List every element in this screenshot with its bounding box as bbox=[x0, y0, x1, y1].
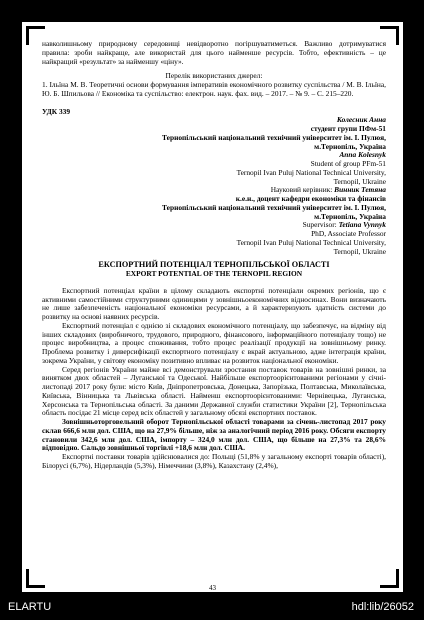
supervisor-university-ua: Тернопільський національний технічний університет ім. І. Пулюя, bbox=[162, 202, 386, 212]
udk-code: УДК 339 bbox=[42, 106, 71, 116]
crop-mark-top-right bbox=[380, 26, 399, 45]
author-city-ua: м.Тернопіль, Україна bbox=[314, 141, 386, 151]
crop-mark-top-left bbox=[26, 26, 45, 45]
intro-paragraph: навколишньому природному середовищі невідворотно погіршуватиметься. Важливо дотримуватися правила: зроби найкраще, але використай для цього найменше ресурсів. Тобто, ефективність – це найкращий «результат» за найменшу «ціну». bbox=[42, 39, 386, 66]
supervisor-label-ua: Науковий керівник: bbox=[270, 185, 335, 195]
supervisor-position-en: PhD, Associate Professor bbox=[311, 229, 386, 238]
author-group-ua: студент групи ПФм-51 bbox=[310, 124, 386, 133]
supervisor-name-en: Tetiana Vynnyk bbox=[338, 220, 386, 230]
page-number: 43 bbox=[209, 584, 216, 592]
supervisor-city-en: Ternopil, Ukraine bbox=[333, 246, 386, 256]
body-paragraph-bold: Зовнішньоторговельний оборот Тернопільської області товарами за січень-листопад 2017 року склав 666,6 млн дол. США, що на 27,9% більше, ніж за аналогічний період 2016 року. Обсяги експорту становили 342,6 млн дол. США, імпорту – 324,0 млн дол. США, що більше на 27,3% та 28,6% відповідно. Сальдо зовнішньої торгівлі +18,6 млн дол. США. bbox=[42, 417, 386, 453]
supervisor-university-en: Ternopil Ivan Puluj National Technical University, bbox=[236, 237, 386, 247]
crop-mark-bottom-left bbox=[26, 569, 45, 588]
reference-item: 1. Ільїна М. В. Теоретичні основи формування імперативів економічного розвитку суспільства / М. В. Ільїна, Ю. Б. Шпильова // Економіка та суспільство: електрон. наук. фах. вид. – 2017. – № 9. – С. 215–220. bbox=[42, 80, 386, 98]
supervisor-label-en: Supervisor: bbox=[302, 220, 339, 230]
page-content bbox=[42, 40, 386, 471]
footer-handle-link[interactable]: hdl:lib/26052 bbox=[351, 601, 414, 613]
body-paragraph: Серед регіонів України майже всі демонстрували зростання поставок товарів на зовнішні ринки, за винятком двох областей – Луганської та Одеської. Найбільше експортоорієнтованими регіонами у січні-листопаді 2017 року були: місто Київ, Дніпропетровська, Донецька, Запорізька, Полтавська, Миколаївська, Київська, Вінницька та Львівська області. Найменш експортоорієнтованими: Чернівецька, Луганська, Херсонська та Тернопільська області. За даними Державної служби статистики України [2], Тернопільська область посідає 21 місце серед всіх областей у загальному обсязі експортних поставок. bbox=[42, 364, 386, 418]
document-page bbox=[22, 22, 403, 592]
body-paragraph: Експортний потенціал країни в цілому складають експортні потенціали окремих регіонів, що є активними самостійними структурними одиницями у зовнішньоекономічних відносинах. Вони визначають не лише забезпеченість національної економіки ресурсами, а й характеризують здатність системи до розвитку на основі наявних ресурсів. bbox=[42, 285, 386, 321]
article-title-ua: ЕКСПОРТНИЙ ПОТЕНЦІАЛ ТЕРНОПІЛЬСЬКОЇ ОБЛАСТІ bbox=[98, 260, 330, 270]
author-university-en: Ternopil Ivan Puluj National Technical University, bbox=[236, 167, 386, 177]
supervisor-city-ua: м.Тернопіль, Україна bbox=[314, 211, 386, 221]
author-name-en: Anna Kolesnyk bbox=[339, 150, 386, 160]
crop-mark-bottom-right bbox=[380, 569, 399, 588]
supervisor-position-ua: к.е.н., доцент кафедри економіки та фінансів bbox=[235, 194, 386, 203]
footer-repository-name: ELARTU bbox=[8, 601, 52, 613]
author-name-ua: Колесник Анна bbox=[336, 115, 386, 125]
author-city-en: Ternopil, Ukraine bbox=[333, 176, 386, 186]
body-paragraph: Експортні поставки товарів здійснювалися до: Польщі (51,8% у загальному експорті товарів області), Білорусі (6,7%), Нідерландів (5,3%), Німеччини (3,8%), Казахстану (2,4%), bbox=[42, 452, 386, 470]
references-heading: Перелік використаних джерел: bbox=[165, 71, 263, 81]
repository-footer bbox=[0, 596, 424, 620]
body-paragraph: Експортний потенціал є однією зі складових економічного потенціалу, що забезпечує, на відміну від інших складових (виробничого, трудового, природного, фінансового, інформаційного потенціалу тощо) не процес виробництва, а процес споживання, тобто процес реалізації продукції на зовнішньому ринку. Проблема розвитку і диверсифікації експортного потенціалу є вкрай актуальною, адже інтеграція країни, зокрема України, у світову економіку позитивно впливає на розвиток національної економіки. bbox=[42, 320, 386, 365]
author-group-en: Student of group PFm-51 bbox=[310, 159, 386, 168]
article-title-en: EXPORT POTENTIAL OF THE TERNOPIL REGION bbox=[125, 269, 303, 278]
author-university-ua: Тернопільський національний технічний університет ім. І. Пулюя, bbox=[162, 132, 386, 142]
supervisor-name-ua: Винник Тетяна bbox=[334, 185, 386, 195]
